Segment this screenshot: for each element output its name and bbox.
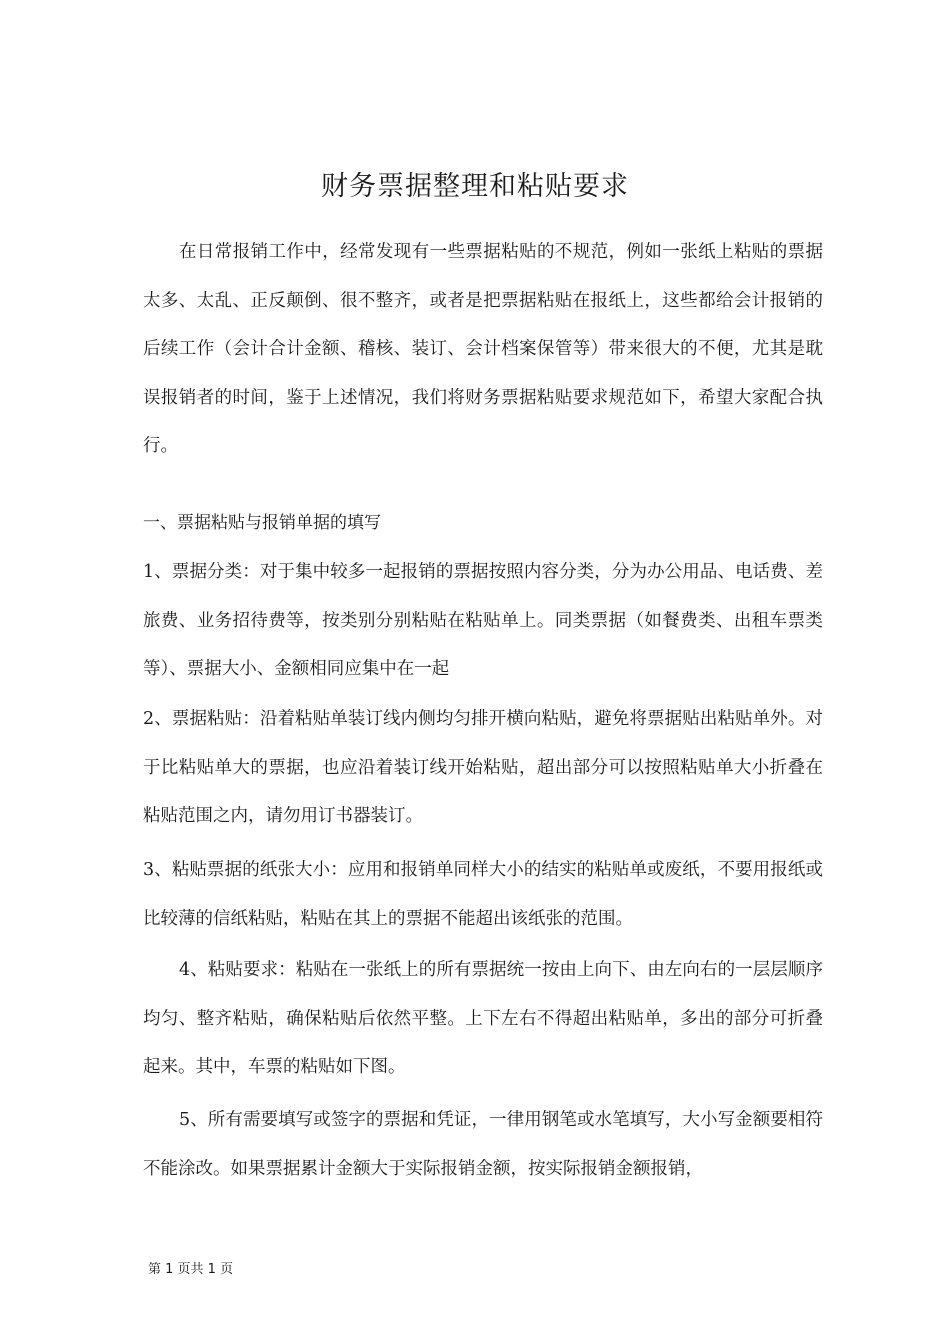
document-title: 财务票据整理和粘贴要求: [321, 171, 629, 202]
item-4-block: [143, 946, 823, 1092]
item-2-block: [143, 695, 823, 841]
item-1-block: [143, 548, 823, 694]
section-heading: 一、票据粘贴与报销单据的填写: [143, 513, 381, 533]
section-block: [143, 499, 823, 547]
item-paragraph: 5、所有需要填写或签字的票据和凭证，一律用钢笔或水笔填写，大小写金额要相符不能涂改。如果票据累计金额大于实际报销金额，按实际报销金额报销，: [143, 1110, 823, 1179]
item-5-block: [143, 1096, 823, 1193]
item-paragraph: 4、粘贴要求：粘贴在一张纸上的所有票据统一按由上向下、由左向右的一层层顺序均匀、整齐粘贴，确保粘贴后依然平整。上下左右不得超出粘贴单，多出的部分可折叠起来。其中，车票的粘贴如下图。: [143, 960, 823, 1077]
item-paragraph: 2、票据粘贴：沿着粘贴单装订线内侧均匀排开横向粘贴，避免将票据贴出粘贴单外。对于比粘贴单大的票据，也应沿着装订线开始粘贴，超出部分可以按照粘贴单大小折叠在粘贴范围之内，请勿用订书器装订。: [143, 709, 823, 826]
intro-block: [143, 228, 823, 471]
item-3-block: [143, 846, 823, 943]
item-paragraph: 3、粘贴票据的纸张大小：应用和报销单同样大小的结实的粘贴单或废纸，不要用报纸或比较薄的信纸粘贴，粘贴在其上的票据不能超出该纸张的范围。: [143, 860, 823, 929]
item-paragraph: 1、票据分类：对于集中较多一起报销的票据按照内容分类，分为办公用品、电话费、差旅费、业务招待费等，按类别分别粘贴在粘贴单上。同类票据（如餐费类、出租车票类等）、票据大小、金额相同应集中在一起: [143, 562, 823, 679]
page-footer: 第 1 页共 1 页: [148, 1262, 234, 1277]
intro-paragraph: 在日常报销工作中，经常发现有一些票据粘贴的不规范，例如一张纸上粘贴的票据太多、太乱、正反颠倒、很不整齐，或者是把票据粘贴在报纸上，这些都给会计报销的后续工作（会计合计金额、稽核、装订、会计档案保管等）带来很大的不便，尤其是耽误报销者的时间，鉴于上述情况，我们将财务票据粘贴要求规范如下，希望大家配合执行。: [143, 242, 823, 456]
